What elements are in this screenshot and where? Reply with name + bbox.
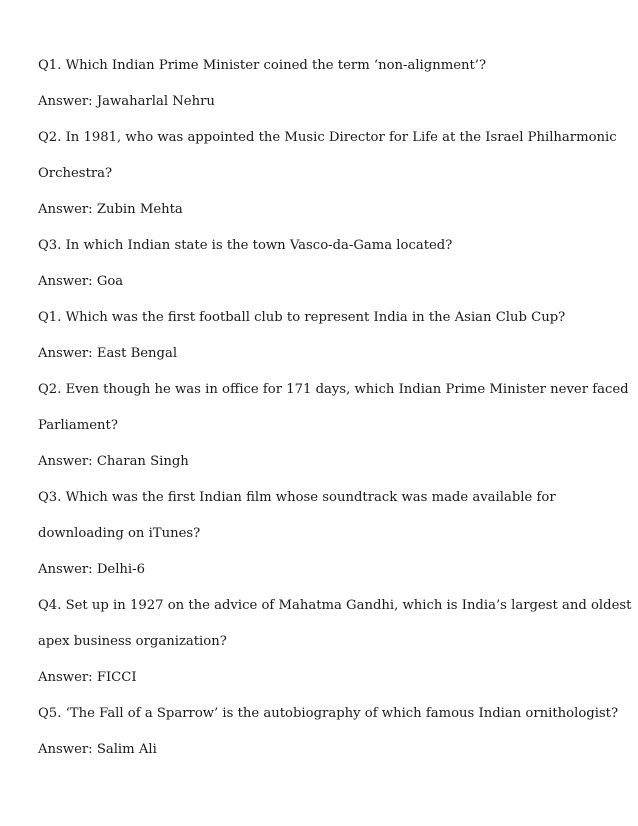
answer-text: Answer: Charan Singh (38, 454, 189, 469)
qa-item-5 (38, 372, 629, 480)
answer-text: Answer: Delhi-6 (38, 562, 145, 577)
answer-text: Answer: Zubin Mehta (38, 202, 183, 217)
qa-item-2 (38, 120, 617, 228)
question-text: Q1. Which Indian Prime Minister coined the term ‘non-alignment’? (38, 58, 487, 73)
question-text: Q3. In which Indian state is the town Vasco-da-Gama located? (38, 238, 453, 253)
answer-text: Answer: Jawaharlal Nehru (38, 94, 215, 109)
qa-item-4 (38, 300, 613, 372)
qa-item-1 (38, 48, 613, 120)
answer-text: Answer: Goa (38, 274, 124, 289)
document-page (38, 48, 632, 768)
answer-text: Answer: Salim Ali (38, 742, 157, 757)
answer-text: Answer: East Bengal (38, 346, 178, 361)
question-text-continued: Parliament? (38, 418, 118, 433)
question-text-continued: downloading on iTunes? (38, 526, 201, 541)
question-text: Q5. ‘The Fall of a Sparrow’ is the autobiography of which famous Indian ornithologist? (38, 706, 619, 721)
answer-text: Answer: FICCI (38, 670, 137, 685)
question-text: Q4. Set up in 1927 on the advice of Mahatma Gandhi, which is India’s largest and oldest (38, 598, 632, 613)
question-text: Q2. Even though he was in office for 171 days, which Indian Prime Minister never faced (38, 382, 629, 397)
question-text: Q2. In 1981, who was appointed the Music Director for Life at the Israel Philharmonic (38, 130, 617, 145)
question-text: Q3. Which was the first Indian film whose soundtrack was made available for (38, 490, 556, 505)
question-text: Q1. Which was the first football club to represent India in the Asian Club Cup? (38, 310, 566, 325)
question-text-continued: Orchestra? (38, 166, 113, 181)
qa-item-3 (38, 228, 613, 300)
qa-item-7 (38, 588, 632, 696)
qa-item-8 (38, 696, 619, 768)
qa-item-6 (38, 480, 613, 588)
question-text-continued: apex business organization? (38, 634, 227, 649)
